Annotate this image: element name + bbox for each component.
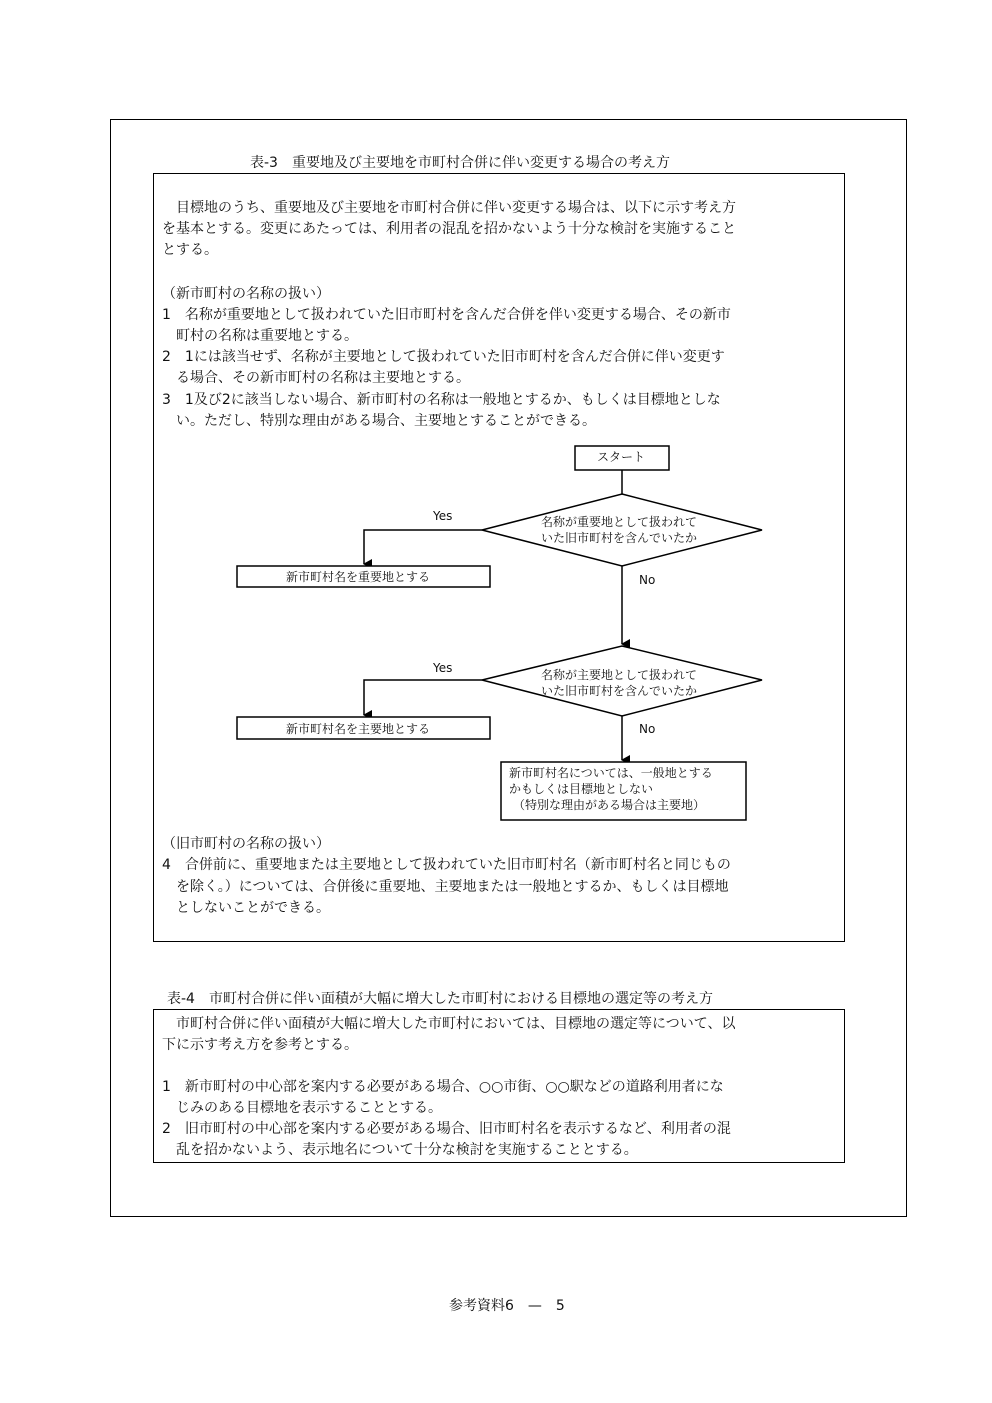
no1-label: No <box>639 573 656 587</box>
table4-item-line: 1 新市町村の中心部を案内する必要がある場合、○○市街、○○駅などの道路利用者にな <box>162 1079 724 1095</box>
new-item-line: 1 名称が重要地として扱われていた旧市町村を含んだ合併を伴い変更する場合、その新市 <box>162 307 731 323</box>
new-name-heading: （新市町村の名称の扱い） <box>162 286 330 302</box>
new-item-line: 町村の名称は重要地とする。 <box>162 328 358 344</box>
old-item-line: 4 合併前に、重要地または主要地として扱われていた旧市町村名（新市町村名と同じもの <box>162 857 731 873</box>
new-item-line: 2 1には該当せず、名称が主要地として扱われていた旧市町村を含んだ合併に伴い変更す <box>162 349 725 365</box>
page-number: 参考資料6 — 5 <box>449 1298 565 1314</box>
result2-label: 新市町村名を主要地とする <box>286 722 431 736</box>
new-item-line: い。ただし、特別な理由がある場合、主要地とすることができる。 <box>162 413 596 429</box>
table3-caption: 表-3 重要地及び主要地を市町村合併に伴い変更する場合の考え方 <box>250 155 670 171</box>
table3-intro-line: とする。 <box>162 242 218 258</box>
yes1-arrow <box>364 530 482 564</box>
table3-intro-line: 目標地のうち、重要地及び主要地を市町村合併に伴い変更する場合は、以下に示す考え方 <box>162 200 736 216</box>
result1-label: 新市町村名を重要地とする <box>286 570 431 584</box>
new-item-line: 3 1及び2に該当しない場合、新市町村の名称は一般地とするか、もしくは目標地としな <box>162 392 721 408</box>
result3-line: （特別な理由がある場合は主要地） <box>513 798 706 812</box>
table4-box <box>153 1009 845 1163</box>
table4-item-line: 2 旧市町村の中心部を案内する必要がある場合、旧市町村名を表示するなど、利用者の混 <box>162 1121 731 1137</box>
old-name-heading: （旧市町村の名称の扱い） <box>162 836 330 852</box>
table4-caption: 表-4 市町村合併に伴い面積が大幅に増大した市町村における目標地の選定等の考え方 <box>167 991 713 1007</box>
table4-intro-line: 市町村合併に伴い面積が大幅に増大した市町村においては、目標地の選定等について、以 <box>162 1016 736 1032</box>
result3-line: かもしくは目標地としない <box>509 782 654 796</box>
no2-label: No <box>639 722 656 736</box>
table3-intro-line: を基本とする。変更にあたっては、利用者の混乱を招かないよう十分な検討を実施すること <box>162 221 736 237</box>
start-label: スタート <box>597 450 646 464</box>
table4-item-line: 乱を招かないよう、表示地名について十分な検討を実施することとする。 <box>162 1142 638 1158</box>
new-item-line: る場合、その新市町村の名称は主要地とする。 <box>162 370 470 386</box>
yes1-label: Yes <box>433 509 453 523</box>
yes2-arrow <box>364 680 482 715</box>
decision2-line: いた旧市町村を含んでいたか <box>541 684 698 698</box>
table4-item-line: じみのある目標地を表示することとする。 <box>162 1100 442 1116</box>
result3-line: 新市町村名については、一般地とする <box>509 766 713 780</box>
table4-intro-line: 下に示す考え方を参考とする。 <box>162 1037 358 1053</box>
decision1-line: 名称が重要地として扱われて <box>541 515 698 529</box>
decision1-line: いた旧市町村を含んでいたか <box>541 531 698 545</box>
old-item-line: を除く。）については、合併後に重要地、主要地または一般地とするか、もしくは目標地 <box>162 879 729 895</box>
yes2-label: Yes <box>433 661 453 675</box>
old-item-line: としないことができる。 <box>162 900 330 916</box>
decision2-line: 名称が主要地として扱われて <box>541 668 698 682</box>
